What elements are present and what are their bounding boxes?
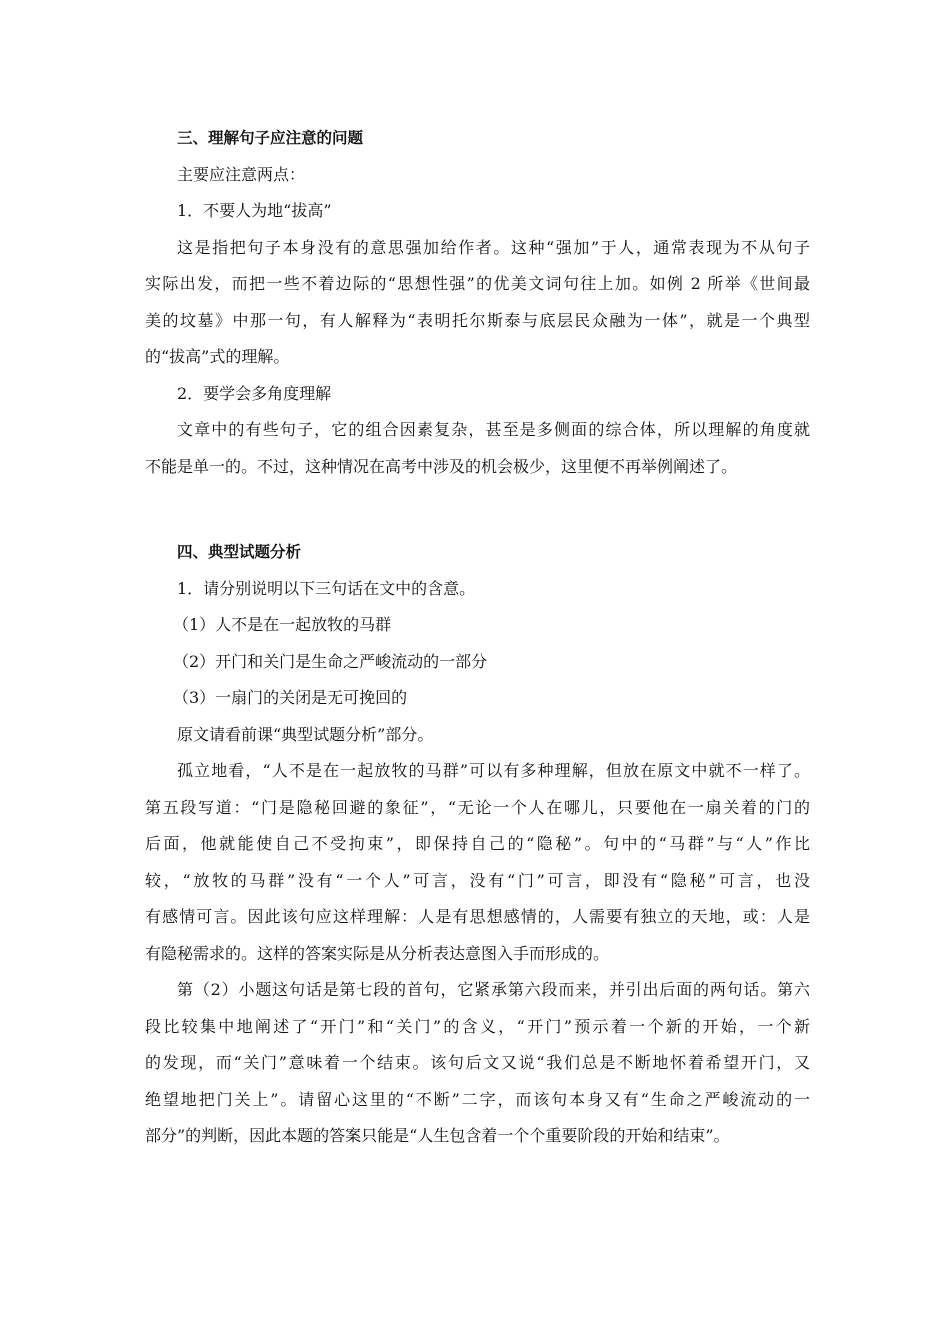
- analysis-1-line-4: 较，“放牧的马群”没有“一个人”可言，没有“门”可言，即没有“隐秘”可言，也没: [145, 870, 810, 890]
- analysis-1-line-1: 孤立地看，“人不是在一起放牧的马群”可以有多种理解，但放在原文中就不一样了。: [177, 761, 810, 780]
- item-2-line-1: 文章中的有些句子，它的组合因素复杂，甚至是多侧面的综合体，所以理解的角度就: [177, 420, 810, 439]
- sub-question-3: （3）一扇门的关闭是无可挽回的: [173, 688, 408, 707]
- item-1-title: 1．不要人为地“拔高”: [177, 201, 332, 220]
- analysis-1-line-2: 第五段写道：“门是隐秘回避的象征”，“无论一个人在哪儿，只要他在一扇关着的门的: [145, 797, 810, 817]
- analysis-2-line-3: 的发现，而“关门”意味着一个结束。该句后文又说“我们总是不断地怀着希望开门，又: [145, 1053, 810, 1072]
- item-2-line-2: 不能是单一的。不过，这种情况在高考中涉及的机会极少，这里便不再举例阐述了。: [145, 456, 738, 476]
- analysis-2-line-2: 段比较集中地阐述了“开门”和“关门”的含义，“开门”预示着一个新的开始，一个新: [145, 1016, 810, 1036]
- analysis-2-line-4: 绝望地把门关上”。请留心这里的“不断”二字，而该句本身又有“生命之严峻流动的一: [145, 1089, 810, 1109]
- question-1: 1．请分别说明以下三句话在文中的含意。: [177, 578, 476, 598]
- sub-question-1: （1）人不是在一起放牧的马群: [173, 615, 392, 634]
- section-gap: [145, 485, 810, 534]
- analysis-1-line-6: 有隐秘需求的。这样的答案实际是从分析表达意图入手而形成的。: [145, 943, 610, 963]
- item-1-line-2: 实际出发，而把一些不着边际的“思想性强”的优美文词句往上加。如例 2 所举《世间最: [145, 274, 810, 293]
- analysis-2-line-5: 部分”的判断，因此本题的答案只能是“人生包含着一个个重要阶段的开始和结束”。: [145, 1126, 730, 1145]
- section-3-intro: 主要应注意两点：: [177, 164, 306, 184]
- reference-note: 原文请看前课“典型试题分析”部分。: [177, 724, 434, 744]
- item-1-line-4: 的“拔高”式的理解。: [145, 347, 290, 366]
- analysis-1-line-3: 后面，他就能使自己不受拘束”，即保持自己的“隐秘”。句中的“马群”与“人”作比: [145, 834, 810, 853]
- item-1-line-3: 美的坟墓》中那一句，有人解释为“表明托尔斯泰与底层民众融为一体”，就是一个典型: [145, 310, 810, 330]
- section-4-heading: 四、典型试题分析: [177, 543, 302, 561]
- sub-question-2: （2）开门和关门是生命之严峻流动的一部分: [173, 651, 488, 671]
- section-3-heading: 三、理解句子应注意的问题: [177, 129, 364, 147]
- item-1-line-1: 这是指把句子本身没有的意思强加给作者。这种“强加”于人，通常表现为不从句子: [177, 237, 810, 257]
- document-body: [145, 120, 810, 1155]
- item-2-title: 2．要学会多角度理解: [177, 383, 332, 403]
- analysis-2-line-1: 第（2）小题这句话是第七段的首句，它紧承第六段而来，并引出后面的两句话。第六: [177, 980, 810, 999]
- analysis-1-line-5: 有感情可言。因此该句应这样理解：人是有思想感情的，人需要有独立的天地，或：人是: [145, 907, 810, 926]
